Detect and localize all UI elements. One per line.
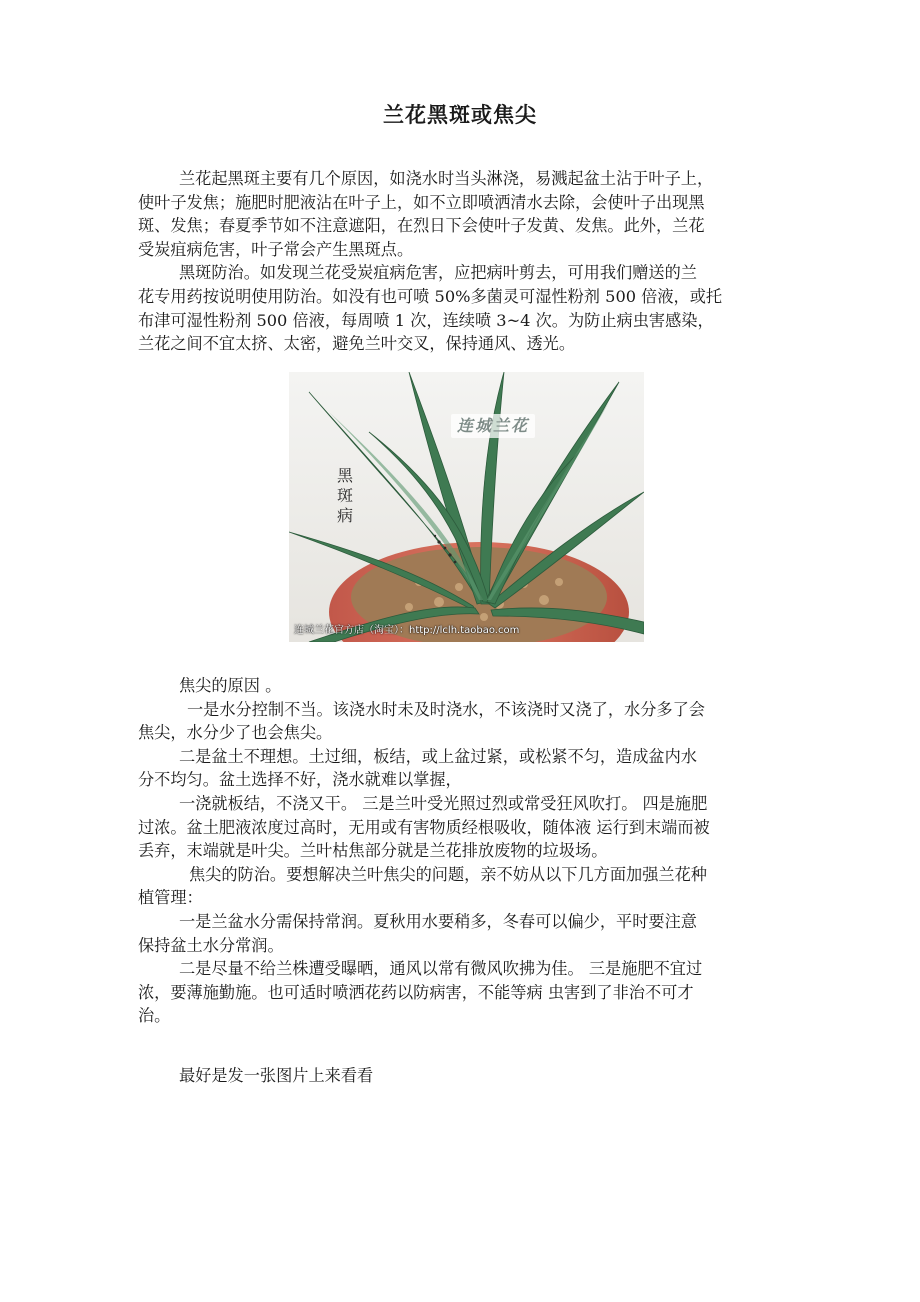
paragraph-line: 焦尖的原因 。 [179,676,282,695]
black-spot-label: 黑斑病 [336,466,353,525]
section-black-spot [138,167,786,356]
paragraph-line: 受炭疽病危害，叶子常会产生黑斑点。 [138,239,414,259]
paragraph-line: 二是盆土不理想。土过细，板结，或上盆过紧，或松紧不匀，造成盆内水 [179,746,697,766]
paragraph-line: 焦尖的防治。要想解决兰叶焦尖的问题，亲不妨从以下几方面加强兰花种 [189,864,707,884]
paragraph-line: 植管理： [138,888,203,908]
paragraph-line: 一是兰盆水分需保持常润。夏秋用水要稍多，冬春可以偏少，平时要注意 [179,911,697,931]
paragraph-line: 过浓。盆土肥液浓度过高时，无用或有害物质经根吸收，随体液 运行到末端而被 [138,817,710,837]
paragraph-line: 焦尖，水分少了也会焦尖。 [138,723,333,743]
paragraph-line: 斑、发焦；春夏季节如不注意遮阳，在烈日下会使叶子发黄、发焦。此外，兰花 [138,216,705,236]
watermark-text: 连城兰花 [451,414,535,438]
paragraph-line: 二是尽量不给兰株遭受曝晒，通风以常有微风吹拂为佳。 三是施肥不宜过 [179,959,703,979]
document-title: 兰花黑斑或焦尖 [383,102,537,127]
paragraph-line: 黑斑防治。如发现兰花受炭疽病危害，应把病叶剪去，可用我们赠送的兰 [179,263,697,283]
orchid-photo [289,372,644,642]
shop-caption: 连城兰花官方店（淘宝）：http://lclh.taobao.com [294,625,520,636]
closing-line: 最好是发一张图片上来看看 [179,1066,374,1085]
paragraph-line: 治。 [138,1006,171,1026]
closing-section [138,1064,786,1088]
paragraph-line: 一是水分控制不当。该浇水时未及时浇水，不该浇时又浇了，水分多了会 [187,699,705,719]
paragraph-line: 保持盆土水分常润。 [138,935,284,955]
paragraph-line: 使叶子发焦；施肥时肥液沾在叶子上，如不立即喷洒清水去除，会使叶子出现黑 [138,192,705,212]
paragraph-line: 一浇就板结，不浇又干。 三是兰叶受光照过烈或常受狂风吹打。 四是施肥 [179,793,708,813]
paragraph-line: 兰花之间不宜太挤、太密，避免兰叶交叉，保持通风、透光。 [138,334,576,354]
paragraph-line: 分不均匀。盆土选择不好，浇水就难以掌握， [138,770,462,790]
section-burnt-tips [138,674,786,1028]
paragraph-line: 兰花起黑斑主要有几个原因，如浇水时当头淋浇，易溅起盆土沾于叶子上， [179,169,714,188]
paragraph-line: 花专用药按说明使用防治。如没有也可喷 50%多菌灵可湿性粉剂 500 倍液，或托 [138,286,723,306]
paragraph-line: 浓，要薄施勤施。也可适时喷洒花药以防病害，不能等病 虫害到了非治不可才 [138,982,694,1002]
paragraph-line: 丢弃，末端就是叶尖。兰叶枯焦部分就是兰花排放废物的垃圾场。 [138,841,608,861]
paragraph-line: 布津可湿性粉剂 500 倍液，每周喷 1 次，连续喷 3~4 次。为防止病虫害感染， [138,310,714,330]
